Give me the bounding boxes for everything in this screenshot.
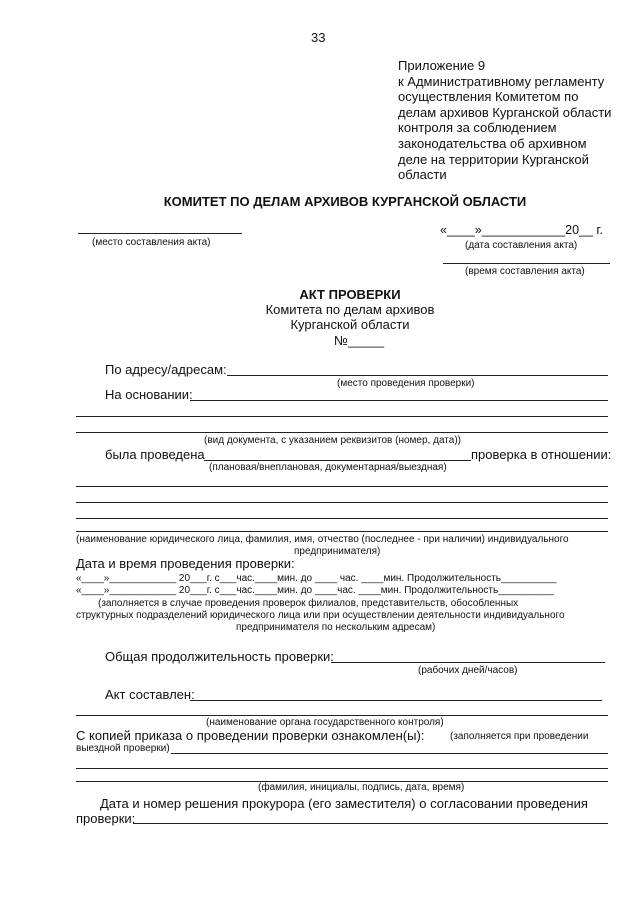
date-caption: (дата составления акта) [465, 240, 578, 251]
datetime-note: предпринимателя по нескольким адресам) [236, 622, 436, 633]
address-label: По адресу/адресам: [105, 362, 227, 377]
act-number[interactable]: №_____ [334, 333, 385, 348]
composed-caption: (наименование органа государственного контроля) [206, 717, 444, 728]
conducted-label: была проведена [105, 447, 205, 462]
entity-caption: (наименование юридического лица, фамилия, имя, отчество (последнее - при наличии) индивидуального [76, 534, 569, 545]
total-field[interactable] [331, 662, 605, 663]
copy-label: С копией приказа о проведении проверки ознакомлен(ы): [76, 728, 425, 743]
appendix-block [398, 58, 611, 183]
copy-note: выездной проверки) [76, 743, 170, 754]
composed-field[interactable] [190, 700, 602, 701]
total-label: Общая продолжительность проверки: [105, 649, 334, 664]
committee-heading: КОМИТЕТ ПО ДЕЛАМ АРХИВОВ КУРГАНСКОЙ ОБЛАСТИ [163, 194, 527, 209]
prosecutor-field[interactable] [133, 823, 608, 824]
appendix-line: осуществления Комитетом по [398, 89, 579, 105]
entity-field-line[interactable] [76, 486, 608, 487]
appendix-line: контроля за соблюдением [398, 120, 557, 136]
appendix-line: области [398, 167, 447, 183]
page-number: 33 [311, 30, 326, 45]
copy-note: (заполняется при проведении [450, 731, 589, 742]
datetime-note: (заполняется в случае проведения проверок филиалов, представительств, обособленных [98, 598, 519, 609]
entity-field-line[interactable] [76, 518, 608, 519]
appendix-line: деле на территории Курганской [398, 151, 589, 167]
copy-field-line[interactable] [76, 768, 608, 769]
act-title: АКТ ПРОВЕРКИ [299, 287, 401, 302]
copy-field[interactable] [171, 753, 608, 754]
appendix-line: Приложение 9 [398, 58, 486, 73]
address-caption: (место проведения проверки) [337, 378, 475, 389]
composed-field-line[interactable] [76, 715, 608, 716]
prosecutor-text: Дата и номер решения прокурора (его заместителя) о согласовании проведения [100, 796, 588, 811]
basis-field[interactable] [190, 400, 608, 401]
address-field[interactable] [227, 375, 608, 376]
date-field[interactable]: «____»____________20__ г. [440, 223, 603, 237]
appendix-line: к Административному регламенту [398, 73, 605, 89]
conducted-suffix: проверка в отношении: [471, 447, 612, 462]
datetime-note: структурных подразделений юридического лица или при осуществлении деятельности индивидуального [76, 610, 565, 621]
basis-caption: (вид документа, с указанием реквизитов (номер, дата)) [204, 435, 461, 446]
datetime-label: Дата и время проведения проверки: [76, 556, 295, 571]
place-field[interactable] [78, 233, 242, 234]
act-subtitle: Комитета по делам архивов [265, 302, 435, 317]
datetime-row[interactable]: «____»____________ 20___г. с___час.____мин. до ____ час. ____мин. Продолжительность__________ [76, 573, 557, 584]
entity-caption: предпринимателя) [294, 546, 381, 557]
conducted-caption: (плановая/внеплановая, документарная/выездная) [209, 462, 447, 473]
time-caption: (время составления акта) [465, 266, 585, 277]
basis-field-line[interactable] [76, 432, 608, 433]
total-caption: (рабочих дней/часов) [418, 665, 518, 676]
composed-label: Акт составлен: [105, 687, 195, 702]
place-caption: (место составления акта) [92, 237, 211, 248]
check-type-field[interactable] [204, 460, 471, 461]
entity-field-line[interactable] [76, 502, 608, 503]
basis-label: На основании: [105, 387, 193, 402]
appendix-line: делам архивов Курганской области [398, 104, 612, 120]
datetime-row[interactable]: «____»____________ 20___г. с___час.____мин. до ____час. ____мин. Продолжительность__________ [76, 585, 554, 596]
prosecutor-label: проверки: [76, 811, 136, 826]
basis-field-line[interactable] [76, 416, 608, 417]
act-subtitle: Курганской области [290, 317, 410, 332]
time-field[interactable] [443, 263, 610, 264]
appendix-line: законодательства об архивном [398, 135, 587, 151]
signature-caption: (фамилия, инициалы, подпись, дата, время) [258, 782, 465, 793]
entity-field-line[interactable] [76, 531, 608, 532]
